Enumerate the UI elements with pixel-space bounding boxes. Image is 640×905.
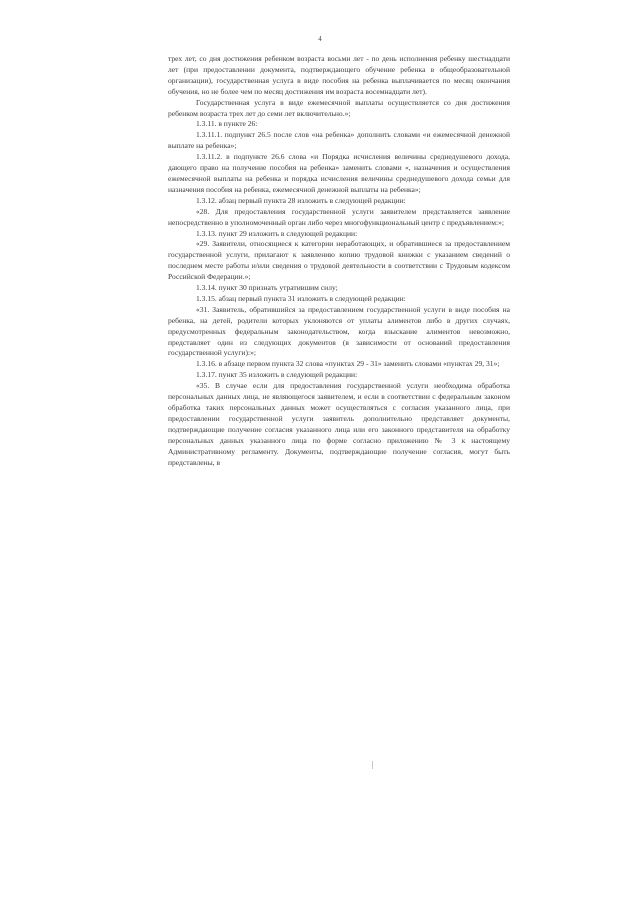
paragraph: «31. Заявитель, обратившийся за предоставлением государственной услуги в виде пособия на ребенка, на детей, родители которых уклоняются от уплаты алиментов либо в других случаях, предусмотренных федеральным законодательством, когда взыскание алиментов невозможно, представляет один из следующих документов (в зависимости от оснований предоставления государственной услуги):»; [168,304,510,358]
paragraph: 1.3.11.2. в подпункте 26.6 слова «и Порядка исчисления величины среднедушевого дохода, дающего право на получение пособия на ребенка» заменить словами «, назначения и осуществления ежемесячной выплаты на ребенка и порядка исчисления величины среднедушевого дохода семьи для назначения пособия на ребенка, ежемесячной денежной выплаты на ребенка»; [168,152,510,194]
page-number: 4 [318,35,322,43]
paragraph: «28. Для предоставления государственной услуги заявителем представляется заявление непосредственно в уполномоченный орган либо через многофункциональный центр с предъявлением:»; [168,206,510,227]
paragraph: 1.3.15. абзац первый пункта 31 изложить в следующей редакции: [196,293,406,303]
paragraph: 1.3.16. в абзаце первом пункта 32 слова «пунктах 29 - 31» заменить словами «пунктах 29, 31»; [196,359,500,369]
paragraph: Государственная услуга в виде ежемесячной выплаты осуществляется со дня достижения ребенком возраста трех лет до семи лет включительно.»; [168,97,510,118]
paragraph: 1.3.11.1. подпункт 26.5 после слов «на ребенка» дополнить словами «и ежемесячной денежной выплате на ребенка»; [168,130,510,151]
paragraph: «35. В случае если для предоставления государственной услуги необходима обработка персональных данных лица, не являющегося заявителем, и если в соответствии с федеральным законом обработка таких персональных данных может осуществляться с согласия указанного лица, при предоставлении государственной услуги заявитель дополнительно представляет документы, подтверждающие получение согласия указанного лица или его законного представителя на обработку персональных данных указанного лица по форме согласно приложению № 3 к настоящему Административному регламенту. Документы, подтверждающие получение согласия, могут быть представлены, в [168,381,510,467]
paragraph: 1.3.14. пункт 30 признать утратившим силу; [196,283,338,293]
footer-mark: | [372,760,374,769]
document-body [168,54,510,468]
paragraph: «29. Заявители, относящиеся к категории неработающих, и обратившиеся за предоставлением государственной услуги, прилагают к заявлению копию трудовой книжки с указанием сведений о последнем месте работы и/или сведения о трудовой деятельности в соответствии с Трудовым кодексом Российской Федерации.»; [168,239,510,282]
paragraph: 1.3.12. абзац первый пункта 28 изложить в следующей редакции: [196,195,406,205]
paragraph: 1.3.13. пункт 29 изложить в следующей редакции: [196,228,358,238]
paragraph: 1.3.17. пункт 35 изложить в следующей редакции: [196,370,358,380]
paragraph: 1.3.11. в пункте 26: [196,119,258,129]
paragraph: трех лет, со дня достижения ребенком возраста восьми лет - по день исполнения ребенку шестнадцати лет (при предоставлении документа, подтверждающего обучение ребенка в общеобразовательной организации), государственная услуга в виде пособия на ребенка выплачивается по месяц окончания обучения, но не более чем по месяц достижения им возраста восемнадцати лет). [168,54,510,96]
